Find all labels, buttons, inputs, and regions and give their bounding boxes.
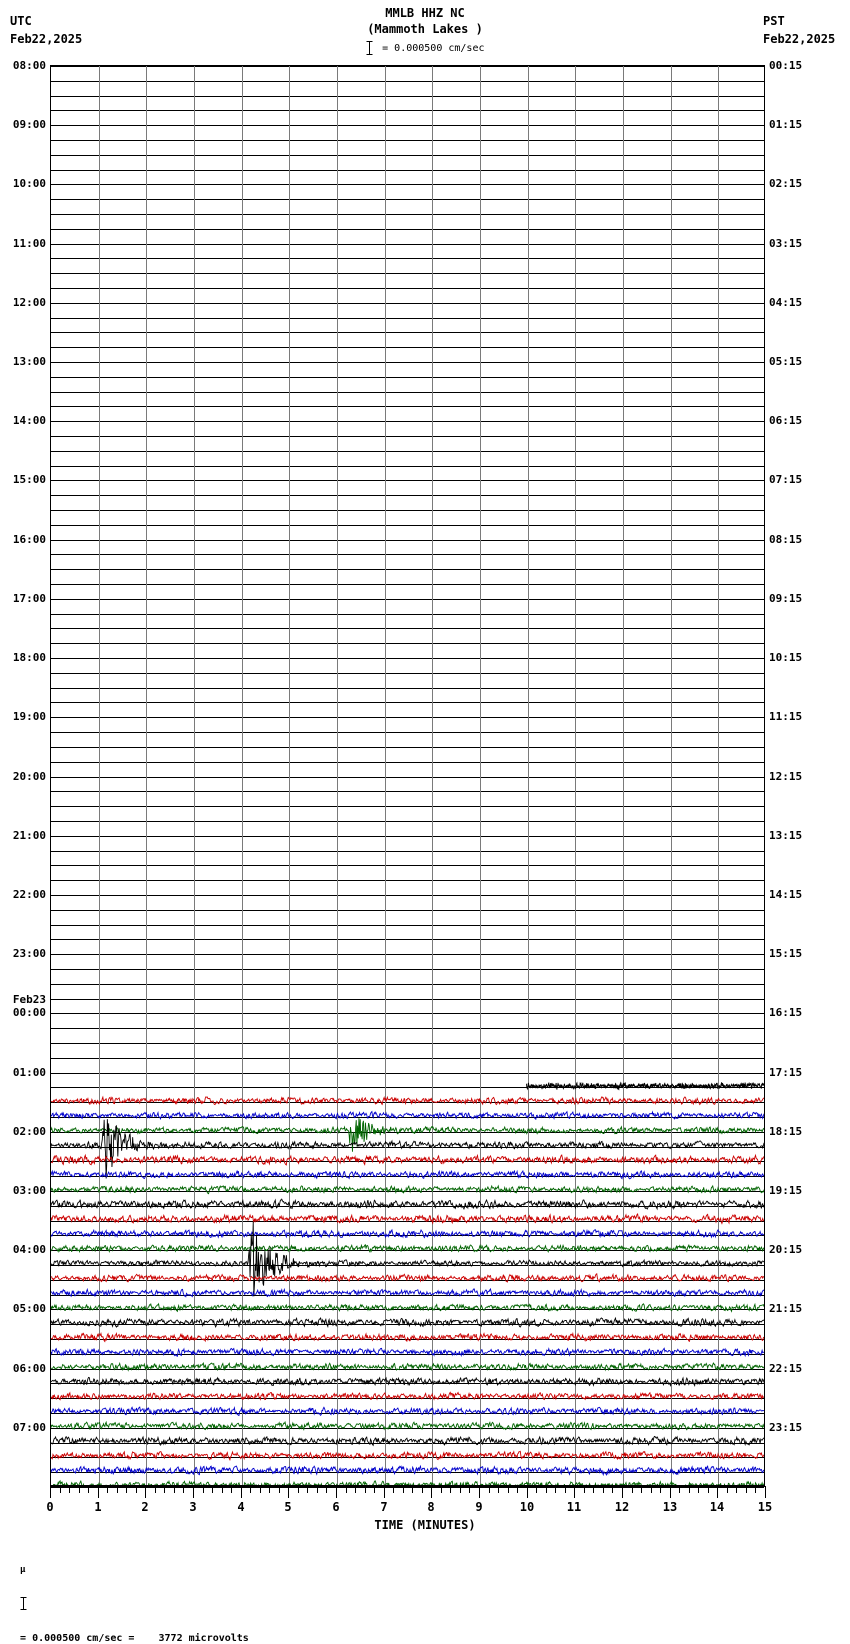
- right-time-label: 13:15: [769, 828, 803, 842]
- micro-symbol: μ: [20, 1565, 26, 1575]
- trace-line: [51, 1274, 764, 1282]
- trace-line: [51, 1481, 764, 1485]
- x-tick-major: [717, 1487, 718, 1498]
- x-tick-minor: [469, 1487, 470, 1493]
- x-tick-minor: [584, 1487, 585, 1493]
- scale-bar-text: = 0.000500 cm/sec: [382, 43, 485, 54]
- x-tick-minor: [727, 1487, 728, 1493]
- right-time-label: 03:15: [769, 236, 803, 250]
- x-tick-minor: [555, 1487, 556, 1493]
- x-tick-major: [527, 1487, 528, 1498]
- trace-line: [51, 1222, 764, 1297]
- x-tick-minor: [403, 1487, 404, 1493]
- right-time-label: 23:15: [769, 1420, 803, 1434]
- x-tick-label: 8: [427, 1500, 435, 1514]
- trace-line: [51, 1186, 764, 1194]
- right-time-label: 04:15: [769, 295, 803, 309]
- x-tick-minor: [374, 1487, 375, 1493]
- right-time-label: 06:15: [769, 414, 803, 428]
- x-tick-minor: [689, 1487, 690, 1493]
- right-time-label: 18:15: [769, 1124, 803, 1138]
- scale-ibeam-icon: [366, 41, 373, 55]
- trace-line: [51, 1199, 764, 1209]
- x-tick-label: 11: [566, 1500, 582, 1514]
- x-tick-minor: [164, 1487, 165, 1493]
- x-tick-major: [288, 1487, 289, 1498]
- x-tick-major: [431, 1487, 432, 1498]
- left-time-label: 23:00: [12, 947, 46, 961]
- right-time-label: 21:15: [769, 1302, 803, 1316]
- utc-date-label: Feb22,2025: [10, 32, 83, 46]
- x-tick-minor: [126, 1487, 127, 1493]
- x-tick-minor: [107, 1487, 108, 1493]
- x-tick-major: [384, 1487, 385, 1498]
- left-time-label: 11:00: [12, 236, 46, 250]
- x-tick-major: [193, 1487, 194, 1498]
- x-tick-minor: [441, 1487, 442, 1493]
- right-time-label: 19:15: [769, 1183, 803, 1197]
- trace-line: [51, 1377, 764, 1385]
- x-tick-minor: [651, 1487, 652, 1493]
- x-tick-minor: [546, 1487, 547, 1493]
- x-tick-minor: [593, 1487, 594, 1493]
- right-time-label: 10:15: [769, 651, 803, 665]
- trace-line: [51, 1230, 764, 1238]
- x-tick-label: 7: [380, 1500, 388, 1514]
- x-tick-minor: [231, 1487, 232, 1493]
- x-tick-minor: [155, 1487, 156, 1493]
- trace-line: [51, 1392, 764, 1399]
- x-tick-major: [765, 1487, 766, 1498]
- x-tick-label: 14: [709, 1500, 725, 1514]
- pst-date-label: Feb22,2025: [763, 32, 836, 46]
- x-tick-label: 2: [141, 1500, 149, 1514]
- x-tick-minor: [346, 1487, 347, 1493]
- right-time-label: 14:15: [769, 887, 803, 901]
- x-tick-minor: [250, 1487, 251, 1493]
- x-tick-minor: [422, 1487, 423, 1493]
- x-tick-minor: [69, 1487, 70, 1493]
- x-tick-minor: [298, 1487, 299, 1493]
- left-time-label: 21:00: [12, 828, 46, 842]
- x-axis-line: [50, 1486, 766, 1487]
- trace-line: [51, 1097, 764, 1105]
- left-time-label: 15:00: [12, 473, 46, 487]
- x-tick-minor: [317, 1487, 318, 1493]
- right-time-label: 17:15: [769, 1065, 803, 1079]
- x-tick-minor: [183, 1487, 184, 1493]
- right-time-label: 07:15: [769, 473, 803, 487]
- trace-line: [51, 1112, 764, 1120]
- x-tick-minor: [88, 1487, 89, 1493]
- left-time-label: 13:00: [12, 355, 46, 369]
- right-time-label: 02:15: [769, 177, 803, 191]
- x-tick-minor: [260, 1487, 261, 1493]
- x-tick-minor: [708, 1487, 709, 1493]
- left-time-label: 00:00: [12, 1006, 46, 1020]
- x-tick-label: 6: [332, 1500, 340, 1514]
- x-tick-label: 3: [189, 1500, 197, 1514]
- trace-line: [51, 1155, 764, 1165]
- trace-line: [51, 1348, 764, 1356]
- x-tick-major: [98, 1487, 99, 1498]
- x-tick-minor: [203, 1487, 204, 1493]
- x-tick-minor: [632, 1487, 633, 1493]
- x-tick-minor: [498, 1487, 499, 1493]
- trace-line: [51, 1304, 764, 1311]
- x-tick-minor: [517, 1487, 518, 1493]
- x-tick-minor: [326, 1487, 327, 1493]
- x-tick-minor: [460, 1487, 461, 1493]
- utc-zone-label: UTC: [10, 14, 32, 28]
- right-time-label: 20:15: [769, 1243, 803, 1257]
- trace-line: [51, 1451, 764, 1459]
- x-tick-minor: [365, 1487, 366, 1493]
- trace-line: [51, 1407, 764, 1415]
- x-tick-minor: [755, 1487, 756, 1493]
- seismogram-plot[interactable]: [50, 65, 765, 1486]
- x-tick-minor: [212, 1487, 213, 1493]
- right-time-label: 15:15: [769, 947, 803, 961]
- right-time-label: 00:15: [769, 59, 803, 72]
- x-tick-minor: [393, 1487, 394, 1493]
- x-tick-minor: [746, 1487, 747, 1493]
- x-tick-major: [241, 1487, 242, 1498]
- right-time-label: 09:15: [769, 591, 803, 605]
- left-time-label: 01:00: [12, 1065, 46, 1079]
- x-tick-major: [622, 1487, 623, 1498]
- x-tick-major: [670, 1487, 671, 1498]
- x-tick-minor: [307, 1487, 308, 1493]
- trace-line: [51, 1289, 764, 1297]
- x-tick-minor: [698, 1487, 699, 1493]
- left-time-label: 16:00: [12, 532, 46, 546]
- right-time-label: 11:15: [769, 710, 803, 724]
- left-time-label: 02:00: [12, 1124, 46, 1138]
- trace-line: [51, 1422, 764, 1430]
- x-tick-minor: [612, 1487, 613, 1493]
- footer-text: = 0.000500 cm/sec = 3772 microvolts: [20, 1633, 249, 1644]
- right-time-label: 05:15: [769, 355, 803, 369]
- x-tick-label: 15: [757, 1500, 773, 1514]
- x-tick-label: 10: [519, 1500, 535, 1514]
- x-tick-minor: [679, 1487, 680, 1493]
- left-time-label: Feb23: [12, 993, 46, 1007]
- x-tick-label: 12: [614, 1500, 630, 1514]
- left-time-label: 06:00: [12, 1361, 46, 1375]
- x-tick-minor: [355, 1487, 356, 1493]
- right-time-label: 01:15: [769, 118, 803, 132]
- x-tick-minor: [450, 1487, 451, 1493]
- left-time-label: 07:00: [12, 1420, 46, 1434]
- trace-line: [526, 1082, 764, 1089]
- left-time-label: 05:00: [12, 1302, 46, 1316]
- station-code-title: MMLB HHZ NC: [385, 6, 465, 20]
- x-tick-minor: [660, 1487, 661, 1493]
- left-time-label: 08:00: [12, 59, 46, 72]
- left-time-label: 09:00: [12, 118, 46, 132]
- x-tick-minor: [222, 1487, 223, 1493]
- left-time-label: 14:00: [12, 414, 46, 428]
- x-tick-label: 4: [237, 1500, 245, 1514]
- trace-line: [51, 1363, 764, 1370]
- footer-scale-note: [8, 1554, 249, 1644]
- left-time-label: 12:00: [12, 295, 46, 309]
- x-tick-major: [145, 1487, 146, 1498]
- left-time-label: 04:00: [12, 1243, 46, 1257]
- left-time-label: 19:00: [12, 710, 46, 724]
- left-time-label: 18:00: [12, 651, 46, 665]
- x-tick-minor: [736, 1487, 737, 1493]
- x-tick-minor: [279, 1487, 280, 1493]
- trace-line: [51, 1245, 764, 1252]
- x-tick-label: 5: [284, 1500, 292, 1514]
- trace-line: [51, 1466, 764, 1475]
- left-time-label: 20:00: [12, 769, 46, 783]
- gridline-horizontal: [51, 1487, 764, 1488]
- trace-line: [51, 1318, 764, 1327]
- x-tick-minor: [269, 1487, 270, 1493]
- x-tick-major: [479, 1487, 480, 1498]
- x-tick-minor: [489, 1487, 490, 1493]
- right-time-label: 12:15: [769, 769, 803, 783]
- x-tick-minor: [508, 1487, 509, 1493]
- x-tick-minor: [412, 1487, 413, 1493]
- left-time-label: 22:00: [12, 887, 46, 901]
- right-time-label: 16:15: [769, 1006, 803, 1020]
- x-tick-minor: [117, 1487, 118, 1493]
- x-tick-major: [50, 1487, 51, 1498]
- x-tick-minor: [641, 1487, 642, 1493]
- x-tick-label: 1: [94, 1500, 102, 1514]
- trace-line: [51, 1436, 764, 1445]
- trace-line: [51, 1214, 764, 1223]
- x-tick-label: 13: [662, 1500, 678, 1514]
- right-time-label: 22:15: [769, 1361, 803, 1375]
- trace-line: [51, 1171, 764, 1179]
- trace-line: [51, 1333, 764, 1341]
- left-time-label: 17:00: [12, 591, 46, 605]
- x-tick-minor: [536, 1487, 537, 1493]
- x-tick-minor: [174, 1487, 175, 1493]
- trace-line: [51, 1119, 764, 1178]
- x-tick-minor: [79, 1487, 80, 1493]
- x-tick-major: [336, 1487, 337, 1498]
- right-time-label: 08:15: [769, 532, 803, 546]
- waveform-traces: [51, 66, 764, 1485]
- x-tick-major: [574, 1487, 575, 1498]
- x-tick-minor: [136, 1487, 137, 1493]
- left-time-label: 10:00: [12, 177, 46, 191]
- scale-bar-legend: [0, 38, 850, 57]
- x-tick-minor: [60, 1487, 61, 1493]
- x-tick-label: 0: [46, 1500, 54, 1514]
- x-tick-minor: [565, 1487, 566, 1493]
- pst-zone-label: PST: [763, 14, 785, 28]
- left-time-label: 03:00: [12, 1183, 46, 1197]
- x-tick-label: 9: [475, 1500, 483, 1514]
- x-tick-minor: [603, 1487, 604, 1493]
- x-axis-title: TIME (MINUTES): [374, 1518, 476, 1532]
- station-location-title: (Mammoth Lakes ): [367, 22, 483, 36]
